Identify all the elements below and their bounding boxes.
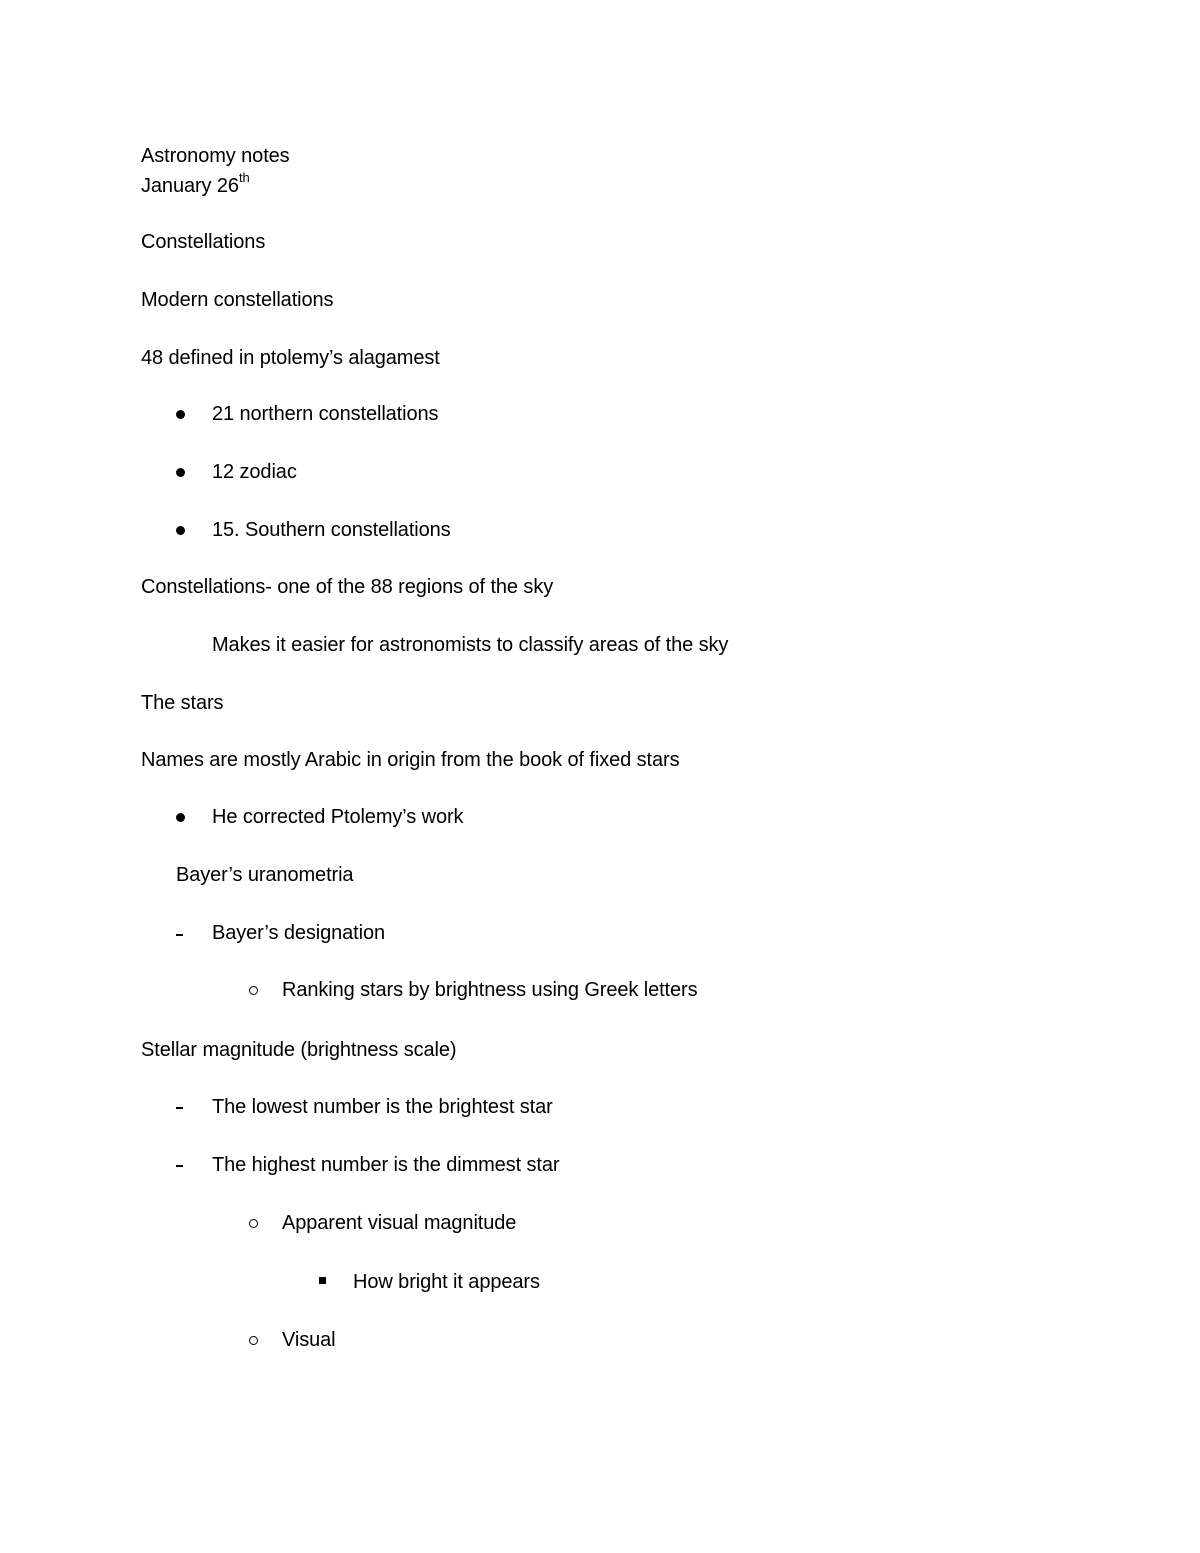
dash-bullet-icon <box>176 1107 183 1109</box>
list-item: The highest number is the dimmest star <box>212 1154 560 1176</box>
bullet-dot-icon <box>176 813 185 822</box>
list-item: The lowest number is the brightest star <box>212 1096 553 1118</box>
list-item: Bayer’s designation <box>212 922 386 944</box>
bullet-dot-icon <box>176 468 185 477</box>
list-item: 21 northern constellations <box>212 403 439 425</box>
square-bullet-icon <box>319 1277 326 1284</box>
circle-bullet-icon <box>249 1336 258 1345</box>
dash-bullet-icon <box>176 934 183 936</box>
circle-bullet-icon <box>249 1219 258 1228</box>
bullet-dot-icon <box>176 526 185 535</box>
list-item: 12 zodiac <box>212 461 297 483</box>
paragraph-bayer-uranometria: Bayer’s uranometria <box>176 864 354 886</box>
document-title: Astronomy notes <box>141 145 290 167</box>
dash-bullet-icon <box>176 1165 183 1167</box>
date-text: January 26 <box>141 175 239 197</box>
circle-bullet-icon <box>249 986 258 995</box>
heading-modern-constellations: Modern constellations <box>141 289 334 311</box>
paragraph-star-names: Names are mostly Arabic in origin from the book of fixed stars <box>141 749 680 771</box>
list-item: Apparent visual magnitude <box>282 1212 517 1234</box>
list-item: 15. Southern constellations <box>212 519 451 541</box>
paragraph-constellation-definition: Constellations- one of the 88 regions of the sky <box>141 576 554 598</box>
list-item: Ranking stars by brightness using Greek letters <box>282 979 698 1001</box>
paragraph-ptolemy: 48 defined in ptolemy’s alagamest <box>141 347 440 369</box>
list-item: Visual <box>282 1329 336 1351</box>
date-suffix: th <box>238 170 250 186</box>
document-date <box>141 170 250 198</box>
paragraph-indented: Makes it easier for astronomists to classify areas of the sky <box>212 634 729 656</box>
list-item: How bright it appears <box>353 1271 540 1293</box>
heading-constellations: Constellations <box>141 231 266 253</box>
heading-the-stars: The stars <box>141 692 224 714</box>
bullet-dot-icon <box>176 410 185 419</box>
list-item: He corrected Ptolemy’s work <box>212 806 464 828</box>
heading-stellar-magnitude: Stellar magnitude (brightness scale) <box>141 1039 457 1061</box>
